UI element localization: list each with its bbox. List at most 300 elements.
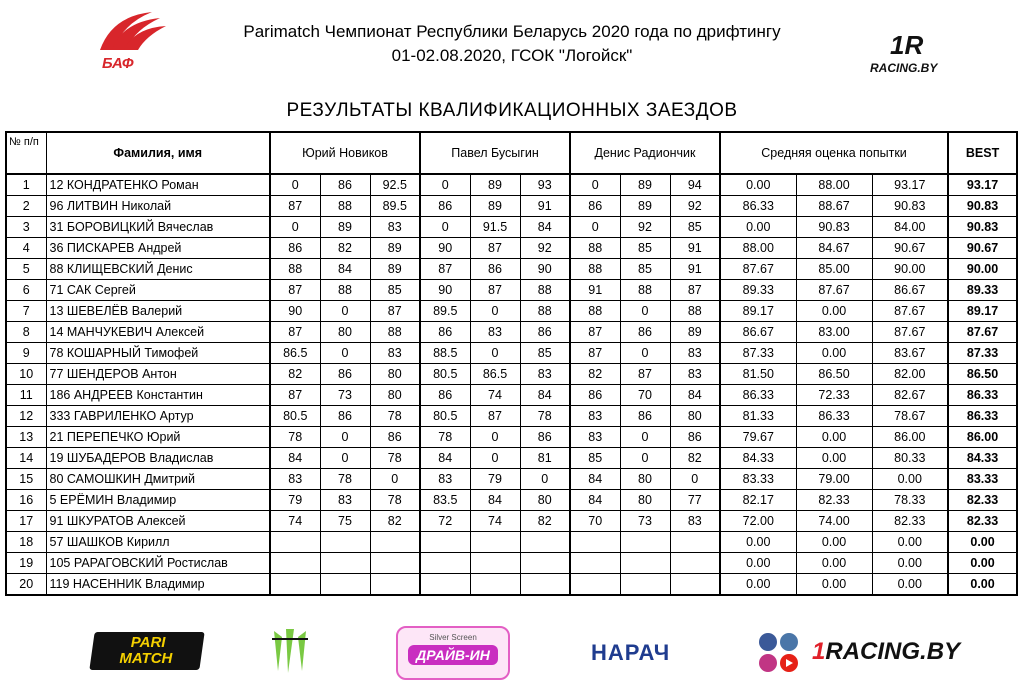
judge-1-score bbox=[370, 553, 420, 574]
table-row bbox=[6, 532, 1017, 553]
judge-3-score: 88 bbox=[670, 301, 720, 322]
average-score: 90.00 bbox=[872, 259, 948, 280]
average-score: 0.00 bbox=[796, 532, 872, 553]
judge-1-score: 80 bbox=[370, 385, 420, 406]
table-row bbox=[6, 364, 1017, 385]
table-row bbox=[6, 174, 1017, 196]
pilot-name: 36 ПИСКАРЕВ Андрей bbox=[46, 238, 270, 259]
judge-1-score: 0 bbox=[270, 217, 320, 238]
judge-2-score: 0 bbox=[420, 174, 470, 196]
judge-2-score: 0 bbox=[470, 343, 520, 364]
judge-3-score bbox=[570, 532, 620, 553]
judge-2-score: 90 bbox=[420, 238, 470, 259]
racing-by-footer-logo bbox=[812, 638, 960, 666]
judge-2-score: 80.5 bbox=[420, 364, 470, 385]
header-average: Средняя оценка попытки bbox=[720, 132, 948, 174]
judge-1-score: 78 bbox=[270, 427, 320, 448]
judge-1-score: 86 bbox=[320, 174, 370, 196]
judge-3-score: 0 bbox=[620, 427, 670, 448]
average-score: 82.00 bbox=[872, 364, 948, 385]
judge-2-score: 88 bbox=[520, 301, 570, 322]
average-score: 84.67 bbox=[796, 238, 872, 259]
row-number: 10 bbox=[6, 364, 46, 385]
row-number: 13 bbox=[6, 427, 46, 448]
average-score: 87.67 bbox=[872, 322, 948, 343]
judge-2-score: 80 bbox=[520, 490, 570, 511]
average-score: 87.67 bbox=[720, 259, 796, 280]
average-score: 0.00 bbox=[796, 574, 872, 596]
pilot-name: 119 НАСЕННИК Владимир bbox=[46, 574, 270, 596]
judge-1-score: 84 bbox=[320, 259, 370, 280]
judge-1-score: 0 bbox=[320, 343, 370, 364]
judge-1-score: 86 bbox=[270, 238, 320, 259]
judge-3-score: 91 bbox=[570, 280, 620, 301]
judge-3-score bbox=[620, 574, 670, 596]
judge-3-score: 0 bbox=[570, 217, 620, 238]
judge-1-score: 87 bbox=[270, 196, 320, 217]
judge-2-score: 0 bbox=[470, 448, 520, 469]
judge-3-score: 87 bbox=[620, 364, 670, 385]
judge-2-score: 72 bbox=[420, 511, 470, 532]
judge-3-score: 86 bbox=[570, 385, 620, 406]
average-score: 89.17 bbox=[720, 301, 796, 322]
judge-3-score: 88 bbox=[570, 301, 620, 322]
judge-2-score: 86 bbox=[470, 259, 520, 280]
judge-1-score: 78 bbox=[320, 469, 370, 490]
best-score: 90.83 bbox=[948, 196, 1017, 217]
best-score: 86.00 bbox=[948, 427, 1017, 448]
average-score: 0.00 bbox=[796, 427, 872, 448]
judge-2-score: 0 bbox=[470, 427, 520, 448]
average-score: 72.33 bbox=[796, 385, 872, 406]
judge-1-score: 82 bbox=[320, 238, 370, 259]
pilot-name: 19 ШУБАДЕРОВ Владислав bbox=[46, 448, 270, 469]
table-row bbox=[6, 280, 1017, 301]
judge-1-score: 87 bbox=[270, 322, 320, 343]
judge-3-score bbox=[620, 532, 670, 553]
average-score: 93.17 bbox=[872, 174, 948, 196]
judge-2-score bbox=[520, 553, 570, 574]
row-number: 2 bbox=[6, 196, 46, 217]
judge-1-score: 88 bbox=[270, 259, 320, 280]
judge-3-score: 94 bbox=[670, 174, 720, 196]
average-score: 79.00 bbox=[796, 469, 872, 490]
best-score: 87.67 bbox=[948, 322, 1017, 343]
header-name: Фамилия, имя bbox=[46, 132, 270, 174]
average-score: 0.00 bbox=[720, 574, 796, 596]
average-score: 0.00 bbox=[872, 532, 948, 553]
judge-3-score: 87 bbox=[670, 280, 720, 301]
row-number: 6 bbox=[6, 280, 46, 301]
judge-2-score: 87 bbox=[470, 406, 520, 427]
judge-3-score: 87 bbox=[570, 343, 620, 364]
row-number: 9 bbox=[6, 343, 46, 364]
table-header-row bbox=[6, 132, 1017, 174]
judge-3-score: 85 bbox=[670, 217, 720, 238]
table-row bbox=[6, 553, 1017, 574]
svg-text:БАФ: БАФ bbox=[102, 55, 134, 72]
judge-2-score: 83 bbox=[520, 364, 570, 385]
judge-3-score: 88 bbox=[570, 259, 620, 280]
judge-1-score: 0 bbox=[370, 469, 420, 490]
judge-3-score: 80 bbox=[620, 469, 670, 490]
judge-3-score: 84 bbox=[570, 490, 620, 511]
judge-3-score: 92 bbox=[670, 196, 720, 217]
average-score: 86.50 bbox=[796, 364, 872, 385]
header-num: № п/п bbox=[6, 132, 46, 174]
judge-3-score: 82 bbox=[670, 448, 720, 469]
average-score: 0.00 bbox=[872, 469, 948, 490]
pilot-name: 96 ЛИТВИН Николай bbox=[46, 196, 270, 217]
table-row bbox=[6, 385, 1017, 406]
table-row bbox=[6, 406, 1017, 427]
average-score: 83.00 bbox=[796, 322, 872, 343]
average-score: 86.33 bbox=[720, 196, 796, 217]
judge-3-score: 83 bbox=[670, 364, 720, 385]
average-score: 83.67 bbox=[872, 343, 948, 364]
judge-3-score: 83 bbox=[670, 343, 720, 364]
section-title: РЕЗУЛЬТАТЫ КВАЛИФИКАЦИОННЫХ ЗАЕЗДОВ bbox=[286, 100, 738, 121]
average-score: 74.00 bbox=[796, 511, 872, 532]
judge-3-score: 85 bbox=[570, 448, 620, 469]
pilot-name: 13 ШЕВЕЛЁВ Валерий bbox=[46, 301, 270, 322]
average-score: 0.00 bbox=[796, 343, 872, 364]
judge-2-score: 93 bbox=[520, 174, 570, 196]
table-row bbox=[6, 574, 1017, 596]
judge-2-score bbox=[470, 532, 520, 553]
judge-1-score: 82 bbox=[370, 511, 420, 532]
average-score: 82.33 bbox=[872, 511, 948, 532]
judge-1-score: 86 bbox=[370, 427, 420, 448]
judge-1-score bbox=[320, 553, 370, 574]
average-score: 85.00 bbox=[796, 259, 872, 280]
average-score: 86.67 bbox=[872, 280, 948, 301]
judge-3-score: 86 bbox=[620, 406, 670, 427]
table-row bbox=[6, 427, 1017, 448]
judge-3-score: 92 bbox=[620, 217, 670, 238]
average-score: 0.00 bbox=[796, 448, 872, 469]
average-score: 89.33 bbox=[720, 280, 796, 301]
best-score: 90.00 bbox=[948, 259, 1017, 280]
judge-1-score: 78 bbox=[370, 448, 420, 469]
silver-screen-drive-in-logo bbox=[396, 626, 510, 680]
table-row bbox=[6, 469, 1017, 490]
average-score: 88.67 bbox=[796, 196, 872, 217]
pilot-name: 91 ШКУРАТОВ Алексей bbox=[46, 511, 270, 532]
judge-3-score: 73 bbox=[620, 511, 670, 532]
best-score: 87.33 bbox=[948, 343, 1017, 364]
judge-2-score: 88.5 bbox=[420, 343, 470, 364]
pilot-name: 78 КОШАРНЫЙ Тимофей bbox=[46, 343, 270, 364]
judge-1-score: 88 bbox=[320, 280, 370, 301]
judge-2-score: 85 bbox=[520, 343, 570, 364]
judge-1-score: 87 bbox=[270, 280, 320, 301]
best-score: 93.17 bbox=[948, 174, 1017, 196]
judge-3-score: 82 bbox=[570, 364, 620, 385]
table-row bbox=[6, 490, 1017, 511]
judge-2-score: 90 bbox=[520, 259, 570, 280]
row-number: 5 bbox=[6, 259, 46, 280]
row-number: 20 bbox=[6, 574, 46, 596]
parimatch-logo bbox=[89, 632, 204, 670]
judge-3-score: 85 bbox=[620, 259, 670, 280]
judge-1-score: 80 bbox=[320, 322, 370, 343]
average-score: 0.00 bbox=[720, 217, 796, 238]
judge-2-score: 89.5 bbox=[420, 301, 470, 322]
pilot-name: 105 РАРАГОВСКИЙ Ростислав bbox=[46, 553, 270, 574]
judge-1-score bbox=[270, 553, 320, 574]
judge-3-score bbox=[620, 553, 670, 574]
judge-2-score bbox=[420, 574, 470, 596]
average-score: 82.67 bbox=[872, 385, 948, 406]
judge-3-score: 84 bbox=[670, 385, 720, 406]
judge-3-score: 70 bbox=[570, 511, 620, 532]
judge-2-score bbox=[470, 553, 520, 574]
judge-3-score: 80 bbox=[620, 490, 670, 511]
average-score: 78.67 bbox=[872, 406, 948, 427]
judge-2-score: 84 bbox=[520, 217, 570, 238]
average-score: 81.50 bbox=[720, 364, 796, 385]
average-score: 87.67 bbox=[796, 280, 872, 301]
row-number: 8 bbox=[6, 322, 46, 343]
table-row bbox=[6, 259, 1017, 280]
average-score: 88.00 bbox=[796, 174, 872, 196]
racing-text: RACING.BY bbox=[825, 638, 961, 665]
best-score: 86.33 bbox=[948, 385, 1017, 406]
pilot-name: 186 АНДРЕЕВ Константин bbox=[46, 385, 270, 406]
judge-3-score bbox=[670, 532, 720, 553]
header-judge-1: Юрий Новиков bbox=[270, 132, 420, 174]
pilot-name: 57 ШАШКОВ Кирилл bbox=[46, 532, 270, 553]
judge-1-score: 90 bbox=[270, 301, 320, 322]
judge-2-score bbox=[470, 574, 520, 596]
judge-1-score bbox=[320, 532, 370, 553]
judge-3-score: 86 bbox=[670, 427, 720, 448]
average-score: 0.00 bbox=[796, 301, 872, 322]
judge-2-score: 86 bbox=[420, 385, 470, 406]
judge-3-score: 83 bbox=[570, 427, 620, 448]
racing-by-logo bbox=[868, 28, 948, 78]
judge-2-score: 84 bbox=[470, 490, 520, 511]
judge-2-score: 0 bbox=[470, 301, 520, 322]
judge-2-score: 84 bbox=[520, 385, 570, 406]
judge-1-score: 83 bbox=[320, 490, 370, 511]
narach-logo: НАРАЧ bbox=[591, 640, 671, 665]
judge-3-score: 0 bbox=[670, 469, 720, 490]
judge-2-score: 87 bbox=[470, 238, 520, 259]
judge-2-score: 86 bbox=[420, 322, 470, 343]
judge-1-score: 78 bbox=[370, 406, 420, 427]
best-score: 89.17 bbox=[948, 301, 1017, 322]
event-date-venue: 01-02.08.2020, ГСОК "Логойск" bbox=[391, 46, 633, 65]
judge-2-score: 74 bbox=[470, 385, 520, 406]
championship-title: Parimatch Чемпионат Республики Беларусь 2020 года по дрифтингу bbox=[243, 22, 781, 41]
judge-3-score: 86 bbox=[620, 322, 670, 343]
average-score: 83.33 bbox=[720, 469, 796, 490]
pilot-name: 80 САМОШКИН Дмитрий bbox=[46, 469, 270, 490]
best-score: 0.00 bbox=[948, 553, 1017, 574]
judge-3-score: 0 bbox=[570, 174, 620, 196]
row-number: 12 bbox=[6, 406, 46, 427]
judge-3-score: 86 bbox=[570, 196, 620, 217]
best-score: 86.33 bbox=[948, 406, 1017, 427]
judge-2-score: 89 bbox=[470, 174, 520, 196]
judge-3-score: 84 bbox=[570, 469, 620, 490]
judge-3-score: 89 bbox=[620, 174, 670, 196]
header-judge-3: Денис Радиончик bbox=[570, 132, 720, 174]
average-score: 0.00 bbox=[796, 553, 872, 574]
judge-2-score: 80.5 bbox=[420, 406, 470, 427]
judge-1-score: 83 bbox=[270, 469, 320, 490]
row-number: 4 bbox=[6, 238, 46, 259]
judge-1-score: 80.5 bbox=[270, 406, 320, 427]
judge-1-score: 0 bbox=[270, 174, 320, 196]
pilot-name: 88 КЛИЩЕВСКИЙ Денис bbox=[46, 259, 270, 280]
judge-1-score: 83 bbox=[370, 217, 420, 238]
judge-3-score bbox=[570, 553, 620, 574]
judge-1-score: 0 bbox=[320, 448, 370, 469]
average-score: 72.00 bbox=[720, 511, 796, 532]
average-score: 0.00 bbox=[720, 532, 796, 553]
judge-2-score: 83 bbox=[470, 322, 520, 343]
average-score: 87.67 bbox=[872, 301, 948, 322]
racing-mark: 1 bbox=[812, 638, 826, 665]
judge-1-score: 86 bbox=[320, 364, 370, 385]
judge-1-score: 0 bbox=[320, 427, 370, 448]
table-row bbox=[6, 343, 1017, 364]
judge-2-score: 86 bbox=[420, 196, 470, 217]
judge-1-score: 79 bbox=[270, 490, 320, 511]
judge-1-score: 89.5 bbox=[370, 196, 420, 217]
judge-2-score: 86 bbox=[520, 427, 570, 448]
judge-2-score: 81 bbox=[520, 448, 570, 469]
average-score: 84.00 bbox=[872, 217, 948, 238]
best-score: 90.83 bbox=[948, 217, 1017, 238]
average-score: 86.33 bbox=[720, 385, 796, 406]
table-row bbox=[6, 511, 1017, 532]
best-score: 82.33 bbox=[948, 511, 1017, 532]
header-judge-2: Павел Бусыгин bbox=[420, 132, 570, 174]
judge-2-score: 91.5 bbox=[470, 217, 520, 238]
judge-1-score bbox=[370, 574, 420, 596]
row-number: 19 bbox=[6, 553, 46, 574]
judge-3-score bbox=[670, 553, 720, 574]
monster-energy-logo bbox=[268, 627, 312, 675]
pilot-name: 333 ГАВРИЛЕНКО Артур bbox=[46, 406, 270, 427]
judge-3-score bbox=[670, 574, 720, 596]
judge-2-score: 78 bbox=[420, 427, 470, 448]
table-row bbox=[6, 196, 1017, 217]
judge-3-score: 0 bbox=[620, 301, 670, 322]
judge-1-score bbox=[270, 532, 320, 553]
judge-3-score: 91 bbox=[670, 259, 720, 280]
judge-2-score: 92 bbox=[520, 238, 570, 259]
judge-3-score: 0 bbox=[620, 448, 670, 469]
judge-2-score: 78 bbox=[520, 406, 570, 427]
judge-3-score: 83 bbox=[670, 511, 720, 532]
best-score: 89.33 bbox=[948, 280, 1017, 301]
judge-1-score: 89 bbox=[370, 238, 420, 259]
judge-1-score: 73 bbox=[320, 385, 370, 406]
judge-2-score bbox=[520, 532, 570, 553]
judge-2-score: 74 bbox=[470, 511, 520, 532]
judge-2-score: 79 bbox=[470, 469, 520, 490]
judge-1-score: 87 bbox=[370, 301, 420, 322]
average-score: 0.00 bbox=[872, 553, 948, 574]
social-icons bbox=[758, 632, 800, 674]
judge-2-score: 82 bbox=[520, 511, 570, 532]
row-number: 14 bbox=[6, 448, 46, 469]
average-score: 0.00 bbox=[872, 574, 948, 596]
judge-1-score: 83 bbox=[370, 343, 420, 364]
average-score: 80.33 bbox=[872, 448, 948, 469]
table-row bbox=[6, 448, 1017, 469]
row-number: 1 bbox=[6, 174, 46, 196]
judge-2-score: 83.5 bbox=[420, 490, 470, 511]
judge-2-score bbox=[420, 532, 470, 553]
judge-1-score bbox=[320, 574, 370, 596]
average-score: 86.33 bbox=[796, 406, 872, 427]
judge-3-score: 83 bbox=[570, 406, 620, 427]
average-score: 0.00 bbox=[720, 174, 796, 196]
judge-2-score: 0 bbox=[520, 469, 570, 490]
judge-2-score: 83 bbox=[420, 469, 470, 490]
judge-3-score: 91 bbox=[670, 238, 720, 259]
average-score: 87.33 bbox=[720, 343, 796, 364]
judge-2-score: 87 bbox=[470, 280, 520, 301]
judge-1-score: 85 bbox=[370, 280, 420, 301]
judge-3-score: 87 bbox=[570, 322, 620, 343]
judge-1-score: 75 bbox=[320, 511, 370, 532]
judge-2-score: 84 bbox=[420, 448, 470, 469]
judge-1-score: 88 bbox=[370, 322, 420, 343]
judge-1-score: 0 bbox=[320, 301, 370, 322]
judge-3-score: 89 bbox=[670, 322, 720, 343]
table-row bbox=[6, 301, 1017, 322]
judge-2-score: 88 bbox=[520, 280, 570, 301]
judge-1-score: 82 bbox=[270, 364, 320, 385]
header-best: BEST bbox=[948, 132, 1017, 174]
row-number: 15 bbox=[6, 469, 46, 490]
pilot-name: 14 МАНЧУКЕВИЧ Алексей bbox=[46, 322, 270, 343]
pilot-name: 21 ПЕРЕПЕЧКО Юрий bbox=[46, 427, 270, 448]
pilot-name: 5 ЕРЁМИН Владимир bbox=[46, 490, 270, 511]
judge-2-score: 89 bbox=[470, 196, 520, 217]
judge-2-score: 86 bbox=[520, 322, 570, 343]
judge-1-score bbox=[370, 532, 420, 553]
pilot-name: 31 БОРОВИЦКИЙ Вячеслав bbox=[46, 217, 270, 238]
average-score: 90.67 bbox=[872, 238, 948, 259]
average-score: 90.83 bbox=[796, 217, 872, 238]
row-number: 11 bbox=[6, 385, 46, 406]
judge-1-score: 84 bbox=[270, 448, 320, 469]
judge-2-score: 90 bbox=[420, 280, 470, 301]
best-score: 90.67 bbox=[948, 238, 1017, 259]
row-number: 17 bbox=[6, 511, 46, 532]
row-number: 3 bbox=[6, 217, 46, 238]
drive-in-label: ДРАЙВ-ИН bbox=[408, 645, 498, 665]
judge-2-score: 86.5 bbox=[470, 364, 520, 385]
best-score: 0.00 bbox=[948, 532, 1017, 553]
judge-2-score bbox=[420, 553, 470, 574]
row-number: 16 bbox=[6, 490, 46, 511]
judge-1-score: 80 bbox=[370, 364, 420, 385]
judge-1-score: 87 bbox=[270, 385, 320, 406]
average-score: 86.00 bbox=[872, 427, 948, 448]
judge-2-score: 0 bbox=[420, 217, 470, 238]
average-score: 79.67 bbox=[720, 427, 796, 448]
judge-3-score: 77 bbox=[670, 490, 720, 511]
